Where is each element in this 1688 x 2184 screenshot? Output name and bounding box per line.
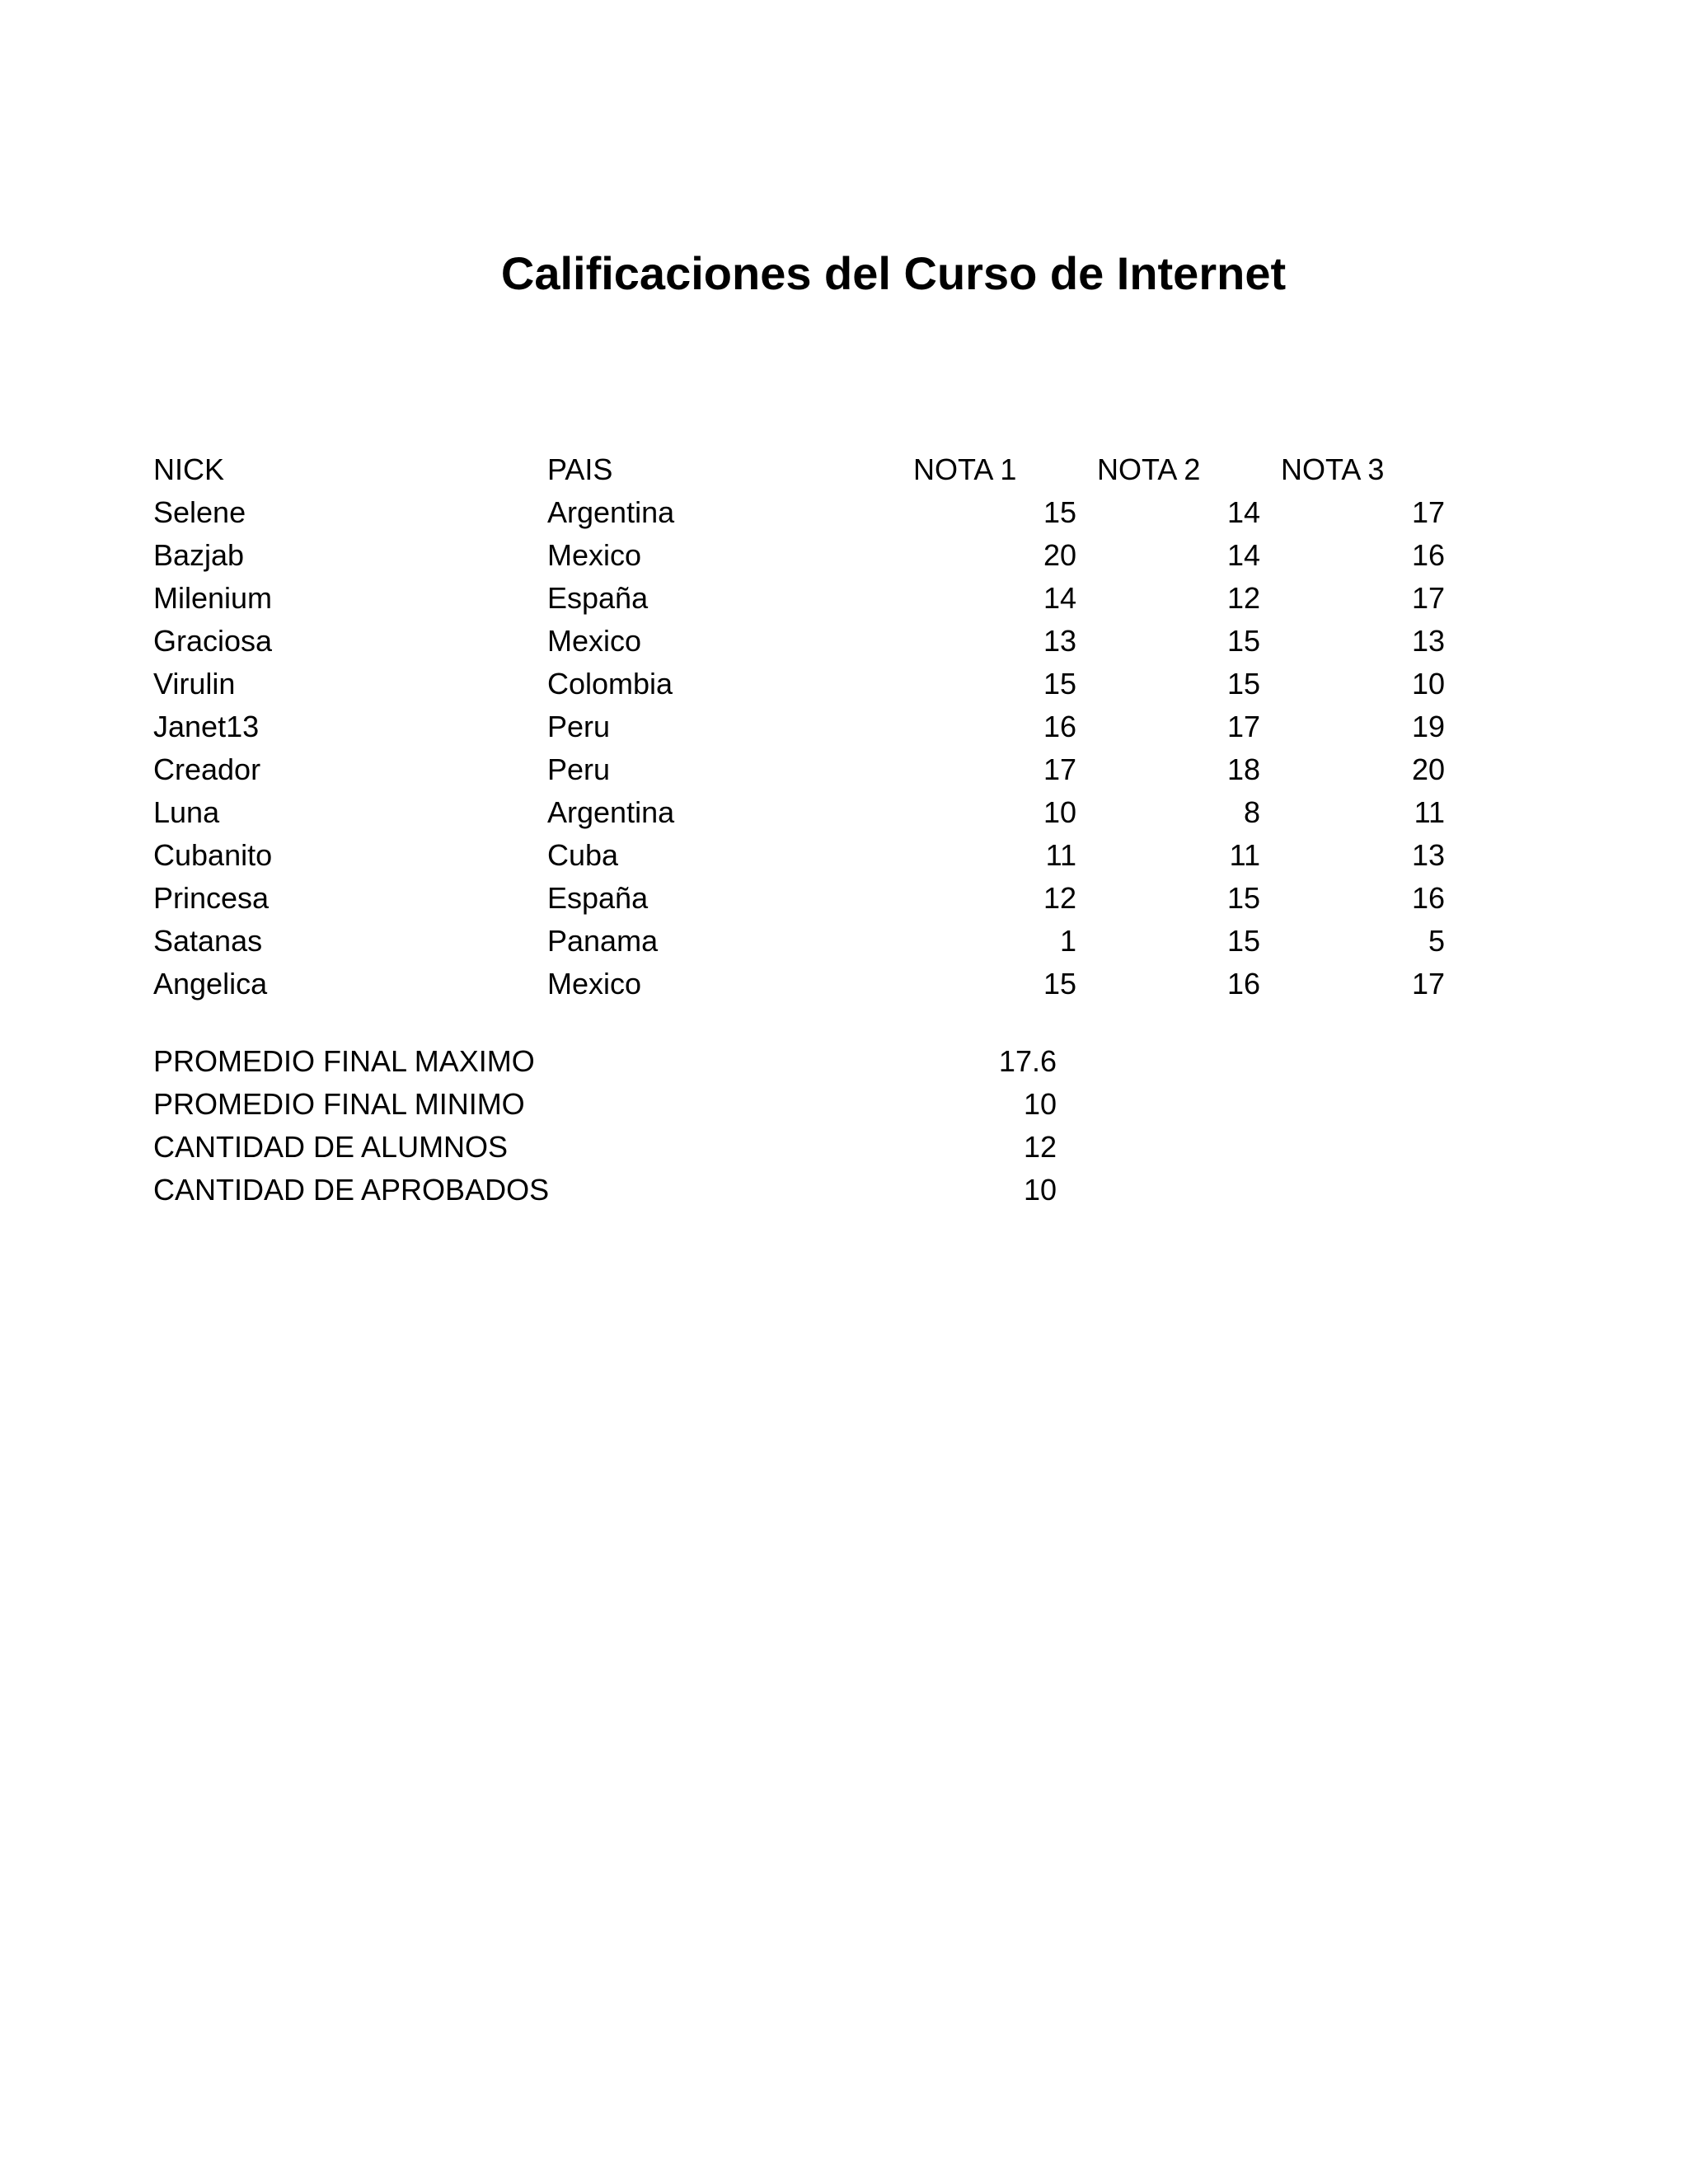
cell-nota1: 12 (1043, 881, 1076, 915)
table-row (153, 791, 1472, 834)
table-row (153, 620, 1472, 663)
cell-nota3: 13 (1411, 624, 1445, 658)
cell-nick: Graciosa (153, 624, 273, 658)
cell-nota2: 12 (1226, 581, 1260, 615)
cell-nota3: 17 (1411, 967, 1445, 1001)
page-title: Calificaciones del Curso de Internet (500, 247, 1287, 299)
table-row (153, 663, 1472, 705)
cell-nota2: 17 (1226, 710, 1260, 743)
cell-pais: Mexico (547, 967, 642, 1001)
header-nota3: NOTA 3 (1281, 452, 1385, 486)
cell-nota2: 15 (1226, 924, 1260, 958)
cell-nick: Virulin (153, 667, 236, 701)
table-row (153, 877, 1472, 920)
cell-nota1: 20 (1043, 538, 1076, 572)
summary-block (153, 1040, 1142, 1212)
cell-nota3: 5 (1428, 924, 1445, 958)
cell-pais: España (547, 581, 649, 615)
cell-nick: Luna (153, 795, 220, 829)
cell-nota3: 17 (1411, 495, 1445, 529)
cell-nick: Milenium (153, 581, 273, 615)
cell-nick: Selene (153, 495, 246, 529)
cell-nota3: 11 (1414, 795, 1445, 829)
table-row (153, 534, 1472, 577)
summary-row (153, 1040, 1142, 1083)
summary-row (153, 1126, 1142, 1169)
cell-nota1: 10 (1043, 795, 1076, 829)
cell-nota1: 14 (1043, 581, 1076, 615)
cell-nota1: 1 (1059, 924, 1076, 958)
cell-nota1: 15 (1043, 967, 1076, 1001)
summary-value: 10 (1023, 1173, 1057, 1207)
summary-label: CANTIDAD DE APROBADOS (153, 1173, 550, 1207)
cell-nota3: 17 (1411, 581, 1445, 615)
cell-nick: Cubanito (153, 838, 273, 872)
cell-pais: Mexico (547, 538, 642, 572)
summary-value: 10 (1023, 1087, 1057, 1121)
summary-label: PROMEDIO FINAL MAXIMO (153, 1044, 535, 1078)
cell-nota2: 15 (1226, 624, 1260, 658)
cell-nota3: 20 (1411, 752, 1445, 786)
cell-nota2: 15 (1226, 667, 1260, 701)
cell-nota1: 11 (1045, 838, 1076, 872)
summary-value: 17.6 (998, 1044, 1057, 1078)
cell-pais: Colombia (547, 667, 673, 701)
cell-nota1: 17 (1043, 752, 1076, 786)
cell-pais: Argentina (547, 795, 675, 829)
cell-nick: Bazjab (153, 538, 245, 572)
cell-nota3: 10 (1411, 667, 1445, 701)
header-nick: NICK (153, 452, 225, 486)
cell-nick: Janet13 (153, 710, 260, 743)
table-row (153, 834, 1472, 877)
cell-nota2: 18 (1226, 752, 1260, 786)
table-body (153, 491, 1472, 1005)
header-nota1: NOTA 1 (913, 452, 1017, 486)
cell-nick: Satanas (153, 924, 263, 958)
cell-pais: Peru (547, 710, 611, 743)
summary-value: 12 (1023, 1130, 1057, 1164)
cell-nota1: 15 (1043, 667, 1076, 701)
table-header-row (153, 448, 1472, 491)
table-row (153, 963, 1472, 1005)
summary-label: PROMEDIO FINAL MINIMO (153, 1087, 525, 1121)
table-row (153, 920, 1472, 963)
table-row (153, 491, 1472, 534)
cell-nota2: 15 (1226, 881, 1260, 915)
header-nota2: NOTA 2 (1097, 452, 1201, 486)
summary-label: CANTIDAD DE ALUMNOS (153, 1130, 509, 1164)
cell-pais: Mexico (547, 624, 642, 658)
cell-nick: Angelica (153, 967, 268, 1001)
cell-nick: Princesa (153, 881, 270, 915)
table-row (153, 705, 1472, 748)
cell-nota1: 16 (1043, 710, 1076, 743)
cell-nota3: 16 (1411, 881, 1445, 915)
cell-nota2: 11 (1229, 838, 1260, 872)
cell-pais: Cuba (547, 838, 619, 872)
cell-nota3: 13 (1411, 838, 1445, 872)
cell-nota1: 13 (1043, 624, 1076, 658)
table-row (153, 748, 1472, 791)
table-row (153, 577, 1472, 620)
cell-nick: Creador (153, 752, 261, 786)
cell-pais: Peru (547, 752, 611, 786)
summary-row (153, 1083, 1142, 1126)
cell-nota2: 14 (1226, 538, 1260, 572)
cell-nota3: 16 (1411, 538, 1445, 572)
cell-nota2: 14 (1226, 495, 1260, 529)
cell-pais: España (547, 881, 649, 915)
cell-nota1: 15 (1043, 495, 1076, 529)
cell-nota3: 19 (1411, 710, 1445, 743)
header-pais: PAIS (547, 452, 613, 486)
cell-nota2: 16 (1226, 967, 1260, 1001)
cell-pais: Panama (547, 924, 659, 958)
cell-nota2: 8 (1243, 795, 1260, 829)
grades-table (153, 448, 1472, 1005)
cell-pais: Argentina (547, 495, 675, 529)
summary-row (153, 1169, 1142, 1212)
